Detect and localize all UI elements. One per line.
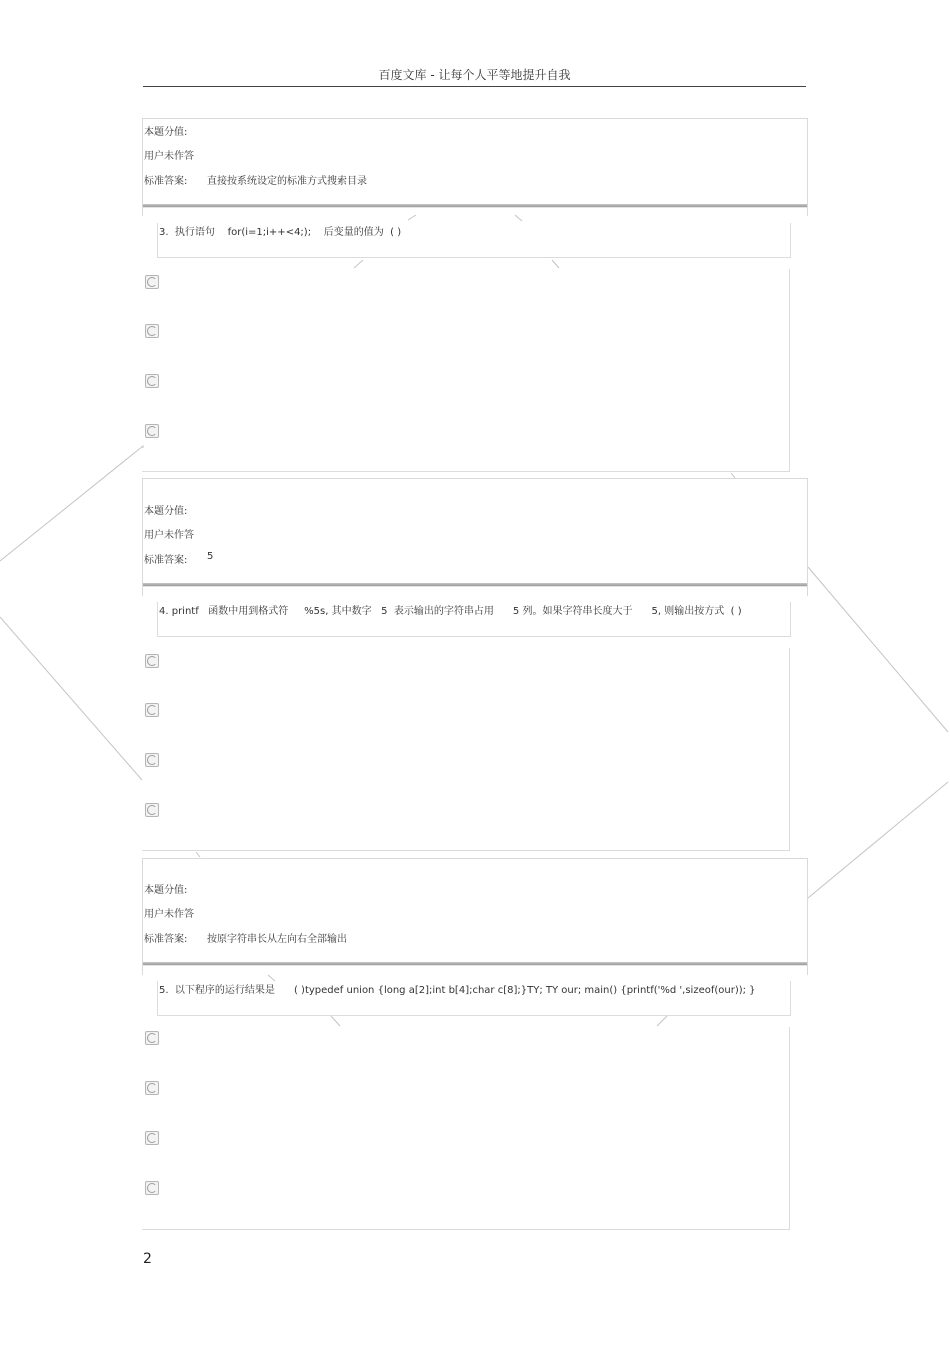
panel-divider [143, 204, 807, 208]
standard-answer [144, 930, 347, 945]
user-answer-status: 用户未作答 [144, 909, 194, 920]
option-radio[interactable] [145, 1031, 159, 1045]
options-panel [142, 1027, 790, 1230]
standard-answer-value: 直接按系统设定的标准方式搜索目录 [207, 176, 367, 187]
option-radio[interactable] [145, 324, 159, 338]
option-radio[interactable] [145, 703, 159, 717]
option-radio[interactable] [145, 753, 159, 767]
panel-divider [143, 962, 807, 966]
answer-panel [142, 858, 808, 975]
standard-answer-label: 标准答案: [144, 934, 188, 945]
user-answer-status: 用户未作答 [144, 151, 194, 162]
question-5 [157, 981, 791, 1016]
question-3 [157, 223, 791, 258]
option-radio[interactable] [145, 1131, 159, 1145]
header-divider [143, 86, 806, 87]
score-label: 本题分值: [144, 127, 188, 138]
answer-panel [142, 478, 808, 596]
options-panel [142, 648, 790, 851]
standard-answer-value: 按原字符串长从左向右全部输出 [207, 934, 347, 945]
option-radio[interactable] [145, 424, 159, 438]
question-text: 4. printf 函数中用到格式符 %5s, 其中数字 5 表示输出的字符串占用 5 列。如果字符串长度大于 5, 则输出按方式 ( ) [159, 606, 742, 617]
options-panel [142, 269, 790, 472]
standard-answer-label: 标准答案: [144, 555, 188, 566]
option-radio[interactable] [145, 654, 159, 668]
option-radio[interactable] [145, 803, 159, 817]
score-label: 本题分值: [144, 885, 188, 896]
user-answer-status: 用户未作答 [144, 530, 194, 541]
option-radio[interactable] [145, 275, 159, 289]
question-text: 3. 执行语句 for(i=1;i++<4;); 后变量的值为 ( ) [159, 227, 402, 238]
panel-divider [143, 583, 807, 587]
question-4 [157, 602, 791, 637]
standard-answer [144, 551, 214, 566]
score-label: 本题分值: [144, 506, 188, 517]
option-radio[interactable] [145, 374, 159, 388]
option-radio[interactable] [145, 1181, 159, 1195]
question-text: 5. 以下程序的运行结果是 ( )typedef union {long a[2];int b[4];char c[8];}TY; TY our; main() {printf('%d ',sizeof(our)); } [159, 985, 756, 996]
option-radio[interactable] [145, 1081, 159, 1095]
standard-answer-value: 5 [207, 551, 214, 562]
answer-panel [142, 118, 808, 216]
standard-answer [144, 172, 367, 187]
header-title: 百度文库 - 让每个人平等地提升自我 [378, 68, 571, 82]
page-number: 2 [143, 1251, 152, 1267]
standard-answer-label: 标准答案: [144, 176, 188, 187]
